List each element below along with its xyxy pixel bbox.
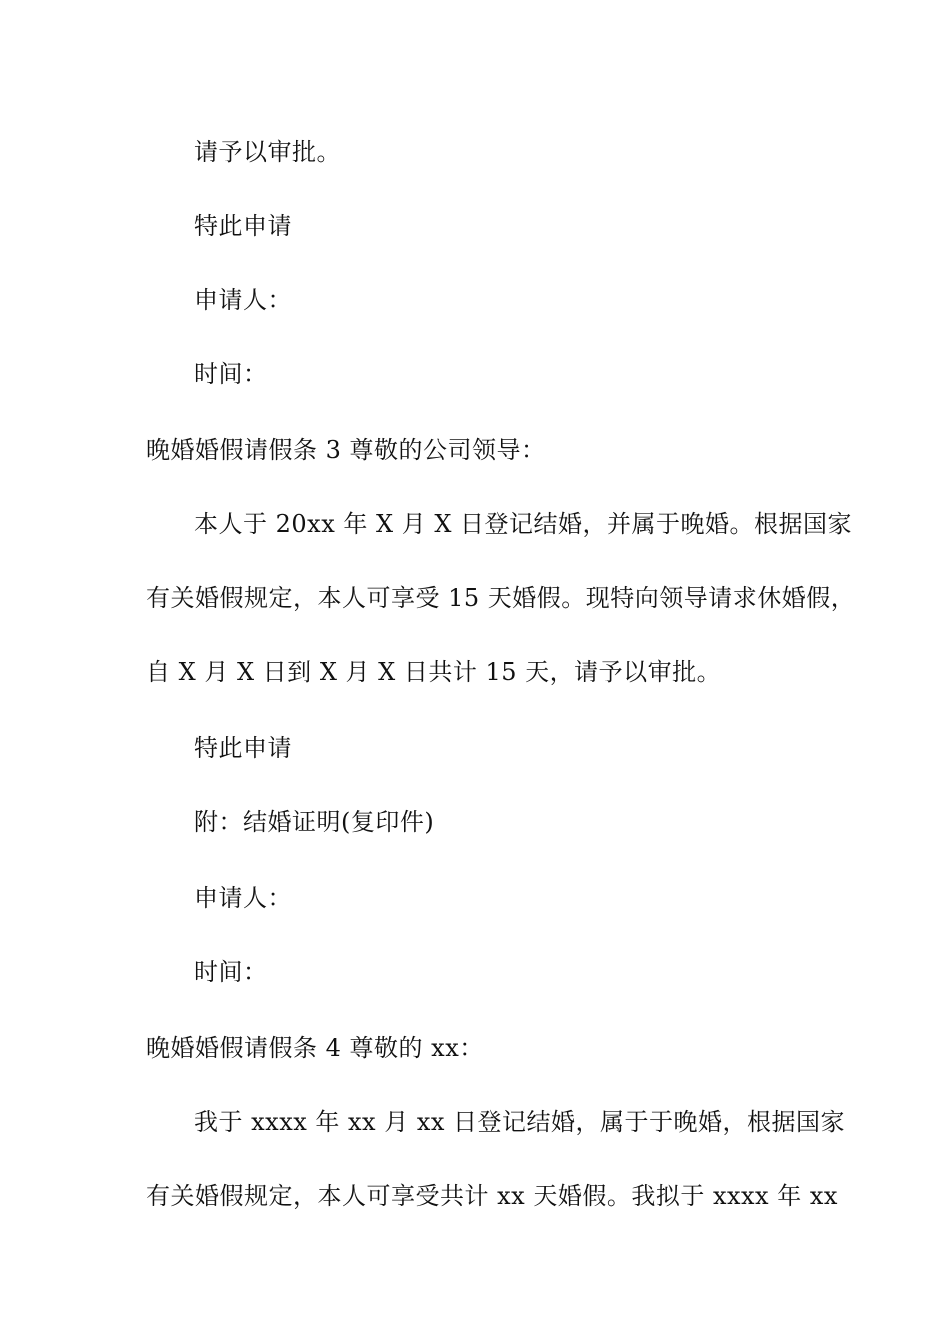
text-line-applicant-2: 申请人： — [194, 884, 292, 912]
paragraph-4-line-1: 我于 xxxx 年 xx 月 xx 日登记结婚，属于于晚婚，根据国家 — [194, 1108, 846, 1136]
text-line-date: 时间： — [194, 360, 268, 388]
text-line-date-2: 时间： — [194, 958, 268, 986]
text-line-hereby-apply: 特此申请 — [194, 212, 292, 240]
text-line-approval-request: 请予以审批。 — [194, 138, 341, 166]
text-line-hereby-apply-2: 特此申请 — [194, 734, 292, 762]
paragraph-3-line-1: 本人于 20xx 年 X 月 X 日登记结婚，并属于晚婚。根据国家 — [194, 510, 853, 538]
section-heading-3: 晚婚婚假请假条 3 尊敬的公司领导： — [146, 436, 546, 464]
paragraph-4-line-2: 有关婚假规定，本人可享受共计 xx 天婚假。我拟于 xxxx 年 xx — [146, 1182, 838, 1210]
paragraph-3-line-2: 有关婚假规定，本人可享受 15 天婚假。现特向领导请求休婚假， — [146, 584, 856, 612]
text-line-applicant: 申请人： — [194, 286, 292, 314]
section-heading-4: 晚婚婚假请假条 4 尊敬的 xx： — [146, 1034, 484, 1062]
text-line-attachment: 附：结婚证明(复印件) — [194, 808, 435, 836]
paragraph-3-line-3: 自 X 月 X 日到 X 月 X 日共计 15 天，请予以审批。 — [146, 658, 722, 686]
